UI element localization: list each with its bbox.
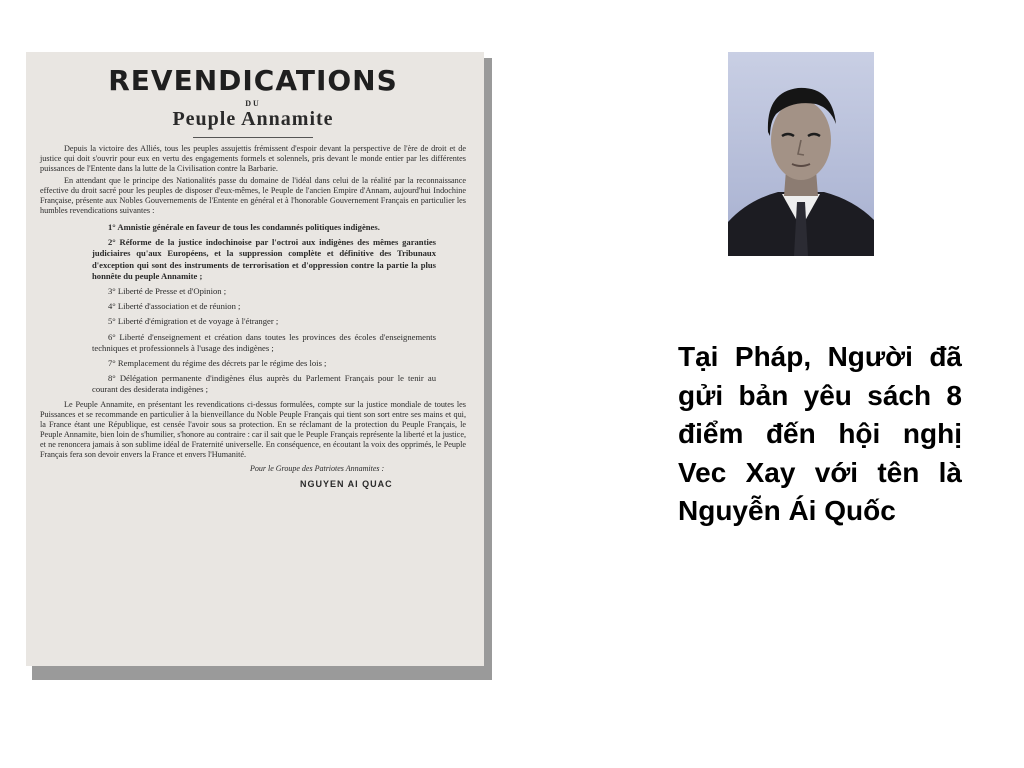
demand-item-3: 3° Liberté de Presse et d'Opinion ; <box>108 286 227 297</box>
document-signature-line: Pour le Groupe des Patriotes Annamites : <box>250 463 385 473</box>
portrait-photo <box>728 52 874 256</box>
scanned-document <box>26 52 484 666</box>
demands-list <box>92 222 466 396</box>
demand-item-7: 7° Remplacement du régime des décrets par le régime des lois ; <box>108 358 327 369</box>
document-subtitle: Peuple Annamite <box>172 108 334 130</box>
document-signer-name: NGUYEN AI QUAC <box>300 478 393 489</box>
demand-item-4: 4° Liberté d'association et de réunion ; <box>108 301 241 312</box>
caption-text: Tại Pháp, Người đã gửi bản yêu sách 8 điểm đến hội nghị Vec Xay với tên là Nguyễn Ái Quốc <box>678 341 962 526</box>
demand-item-2: 2° Réforme de la justice indochinoise par l'octroi aux indigènes des mêmes garanties judiciaires qu'aux Européens, et la suppression complète et définitive des Tribunaux d'exception qui sont des instruments de terrorisation et d'oppression contre la partie la plus honnête du peuple Annamite ; <box>92 237 436 281</box>
demand-item-8: 8° Délégation permanente d'indigènes élus auprès du Parlement Français pour le tenir au courant des desiderata indigènes ; <box>92 373 436 395</box>
document-du: DU <box>245 99 261 108</box>
demand-item-1: 1° Amnistie générale en faveur de tous les condamnés politiques indigènes. <box>108 222 380 232</box>
demand-item-6: 6° Liberté d'enseignement et création dans toutes les provinces des écoles d'enseignements techniques et professionnels à l'usage des indigènes ; <box>92 331 436 353</box>
portrait-illustration <box>728 52 874 256</box>
document-intro-1: Depuis la victoire des Alliés, tous les peuples assujettis frémissent d'espoir devant la perspective de l'ère de droit et de justice qui doit s'ouvrir pour eux en vertu des engagements formels et solennels, pris devant le monde entier par les différentes puissances de l'Entente dans la lutte de la Civilisation contre la Barbarie. <box>40 144 466 173</box>
document-divider <box>193 137 313 138</box>
document-closing: Le Peuple Annamite, en présentant les revendications ci-dessus formulées, compte sur la justice mondiale de toutes les Puissances et se recommande en particulier à la bienveillance du Noble Peuple Français qui tient son sort entre ses mains et qui, la France étant une République, est censée l'avoir sous sa protection. En se réclamant de la protection du Peuple Français, le Peuple Annamite, bien loin de s'humilier, s'honore au contraire : car il sait que le Peuple Français représente la liberté et la justice, et ne renoncera jamais à son sublime idéal de Fraternité universelle. En conséquence, en écoutant la voix des opprimés, le Peuple Français fera son devoir envers la France et envers l'Humanité. <box>40 399 466 459</box>
demand-item-5: 5° Liberté d'émigration et de voyage à l'étranger ; <box>108 316 279 327</box>
document-title: REVENDICATIONS <box>108 64 398 97</box>
document-intro-2: En attendant que le principe des Nationalités passe du domaine de l'idéal dans celui de la réalité par la reconnaissance effective du droit sacré pour les peuples de disposer d'eux-mêmes, le Peuple de l'ancien Empire d'Annam, aujourd'hui Indochine Française, présente aux Nobles Gouvernements de l'Entente en général et à l'honorable Gouvernement Français en particulier les humbles revendications suivantes : <box>40 176 466 215</box>
